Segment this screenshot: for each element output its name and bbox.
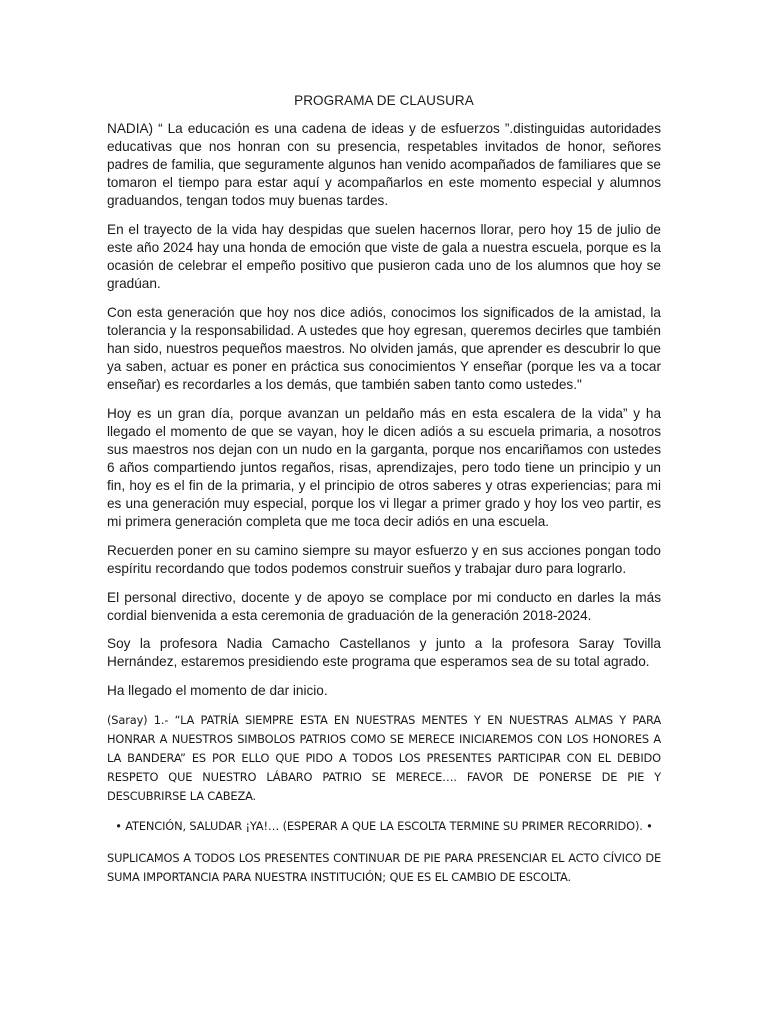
paragraph-trayecto: En el trayecto de la vida hay despidas que suelen hacernos llorar, pero hoy 15 de julio de este año 2024 hay una honda de emoción que viste de gala a nuestra escuela, porque es la ocasión de celebrar el empeño positivo que pusieron cada uno de los alumnos que hoy se gradúan.: [107, 221, 661, 292]
paragraph-saray-honores: (Saray) 1.- “LA PATRÍA SIEMPRE ESTA EN NUESTRAS MENTES Y EN NUESTRAS ALMAS Y PARA HONRAR A NUESTROS SIMBOLOS PATRIOS COMO SE MERECE INICIAREMOS CON LOS HONORES A LA BANDERA” ES POR ELLO QUE PIDO A TODOS LOS PRESENTES PARTICIPAR CON EL DEBIDO RESPETO QUE NUESTRO LÁBARO PATRIO SE MERECE…. FAVOR DE PONERSE DE PIE Y DESCUBRIRSE LA CABEZA.: [107, 713, 661, 804]
paragraph-cambio-escolta: SUPLICAMOS A TODOS LOS PRESENTES CONTINUAR DE PIE PARA PRESENCIAR EL ACTO CÍVICO DE SUMA IMPORTANCIA PARA NUESTRA INSTITUCIÓN; QUE ES EL CAMBIO DE ESCOLTA.: [107, 851, 661, 885]
paragraph-generacion: Con esta generación que hoy nos dice adiós, conocimos los significados de la amistad, la tolerancia y la responsabilidad. A ustedes que hoy egresan, queremos decirles que también han sido, nuestros pequeños maestros. No olviden jamás, que aprender es descubrir lo que ya saben, actuar es poner en práctica sus conocimientos Y enseñar (porque les va a tocar enseñar) es recordarles a los demás, que también saben tanto como ustedes.": [107, 304, 661, 393]
paragraph-recuerden: Recuerden poner en su camino siempre su mayor esfuerzo y en sus acciones pongan todo espíritu recordando que todos podemos construir sueños y trabajar duro para lograrlo.: [107, 542, 661, 577]
attention-line: • ATENCIÓN, SALUDAR ¡YA!… (ESPERAR A QUE LA ESCOLTA TERMINE SU PRIMER RECORRIDO). •: [115, 819, 653, 834]
document-body: [107, 120, 661, 898]
paragraph-gran-dia: Hoy es un gran día, porque avanzan un peldaño más en esta escalera de la vida” y ha llegado el momento de que se vayan, hoy le dicen adiós a su escuela primaria, a nosotros sus maestros nos dejan con un nudo en la garganta, porque nos encariñamos con ustedes 6 años compartiendo juntos regaños, risas, aprendizajes, pero todo tiene un principio y un fin, hoy es el fin de la primaria, y el principio de otros saberes y otras experiencias; para mi es una generación muy especial, porque los vi llegar a primer grado y hoy los veo partir, es mi primera generación completa que me toca decir adiós en una escuela.: [107, 405, 661, 530]
paragraph-inicio: Ha llegado el momento de dar inicio.: [107, 683, 328, 699]
paragraph-intro: NADIA) “ La educación es una cadena de ideas y de esfuerzos ”.distinguidas autoridades educativas que nos honran con su presencia, respetables invitados de honor, señores padres de familia, que seguramente algunos han venido acompañados de familiares que se tomaron el tiempo para estar aquí y acompañarlos en este momento especial y alumnos graduandos, tengan todos muy buenas tardes.: [107, 121, 661, 209]
paragraph-personal: El personal directivo, docente y de apoyo se complace por mi conducto en darles la más cordial bienvenida a esta ceremonia de graduación de la generación 2018-2024.: [107, 589, 661, 623]
page-title: PROGRAMA DE CLAUSURA: [294, 93, 474, 108]
paragraph-presentacion: Soy la profesora Nadia Camacho Castellanos y junto a la profesora Saray Tovilla Hernández, estaremos presidiendo este programa que esperamos sea de su total agrado.: [107, 636, 661, 670]
